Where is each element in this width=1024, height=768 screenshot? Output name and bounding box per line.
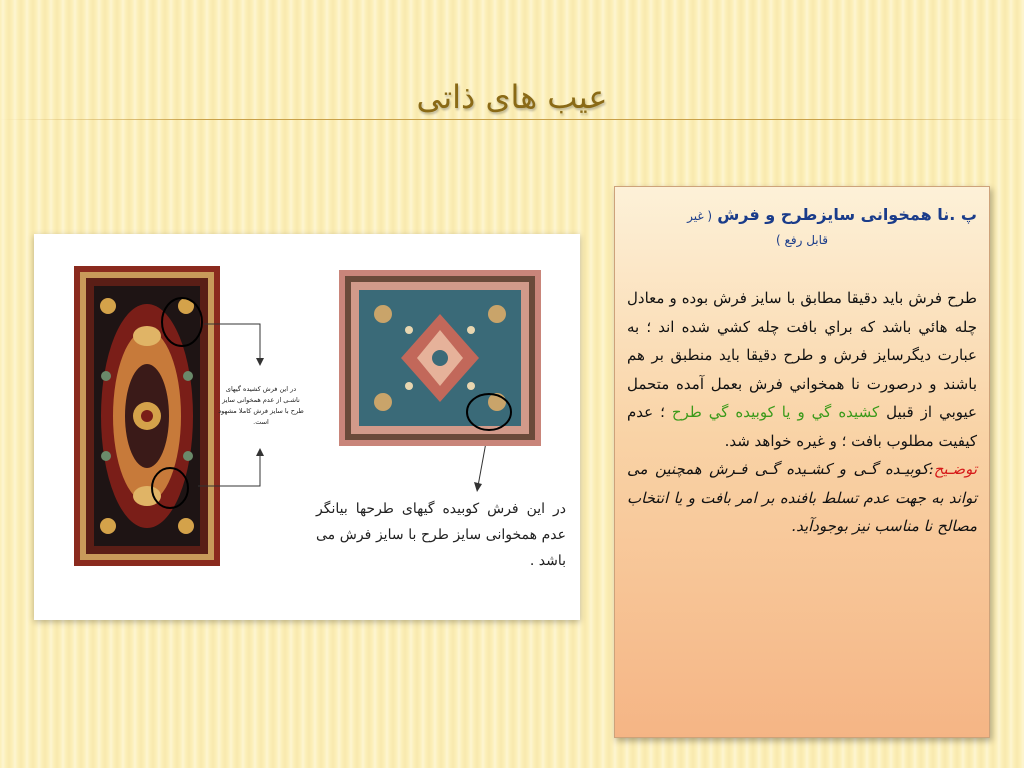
explanation-textbox <box>614 186 990 738</box>
small-caption: در این فرش کشیده گیهای ناشـی از عدم همخوانی سایز طرح با سایز فرش کاملا مشهود است. <box>218 385 304 426</box>
heading-note-2: قابل رفع ) <box>775 233 829 247</box>
title-divider <box>0 119 1024 120</box>
note-label: توضـیح <box>933 460 977 478</box>
highlight-defects: كشيده گي و يا كوبيده گي طرح <box>671 403 880 421</box>
heading-note: ( غیر <box>687 209 713 223</box>
heading-title: پ .نا همخوانی سایزطرح و فرش <box>717 205 977 224</box>
rug-figure <box>34 234 580 620</box>
paragraph-text: طرح فرش بايد دقيقا مطابق با سايز فرش بوده و معادل چله هائي باشد كه براي بافت چله كشي شده اند ؛ به عبارت ديگرسايز فرش و طرح دقيقا بايد منطبق بر هم باشند و درصورت نا همخواني فرش بعمل آمده متحمل عيوبي از قبيل <box>627 289 977 421</box>
body-paragraph <box>627 284 977 541</box>
note-text: :کوبیـده گـی و کشـیده گـی فـرش همچنین می تواند به جهت عدم تسلط بافنده بر امر بافت و یا انتخاب مصالح نا مناسب نیز بوجودآید. <box>627 460 977 535</box>
slide-title: عیب های ذاتی <box>416 78 608 116</box>
rug-right-image <box>339 270 541 446</box>
paragraph-text-end: ؛ عدم كيفيت مطلوب بافت ؛ و غيره خواهد شد. <box>627 403 977 450</box>
textbox-heading <box>627 201 977 250</box>
main-caption: در این فرش کوبیده گیهای طرحها بیانگر عدم همخوانی سایز طرح با سایز فرش می باشد . <box>316 501 566 569</box>
